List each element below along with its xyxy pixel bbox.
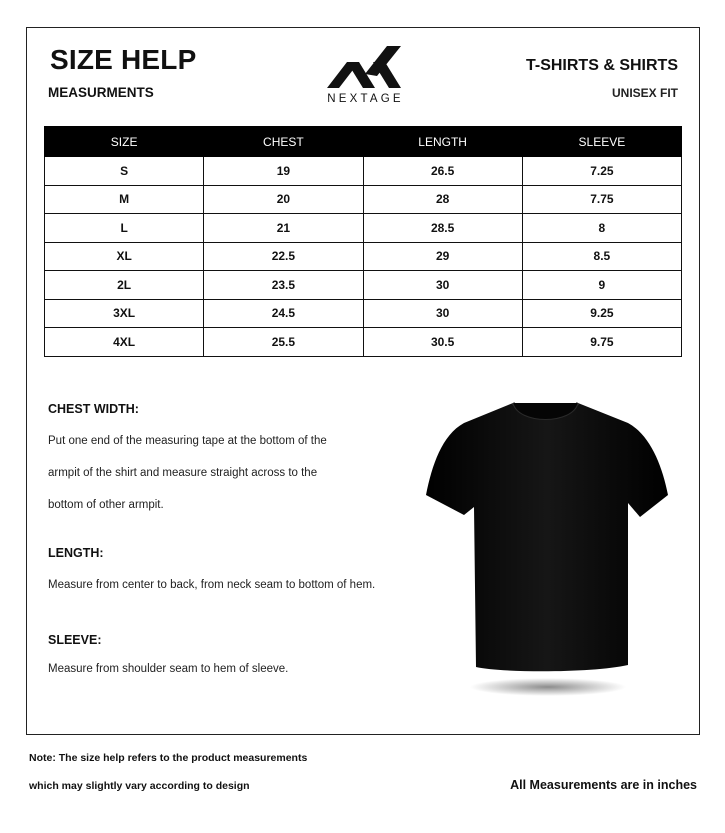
cell-chest: 24.5 (204, 299, 363, 328)
cell-chest: 22.5 (204, 242, 363, 271)
fit-label: UNISEX FIT (611, 86, 678, 100)
col-header-length: LENGTH (363, 127, 522, 157)
cell-chest: 19 (204, 157, 363, 186)
chest-instruction-line: armpit of the shirt and measure straight across to the (48, 467, 318, 479)
cell-size: 2L (45, 271, 204, 300)
chest-width-instructions (48, 425, 388, 521)
nextage-logo-icon (325, 44, 403, 90)
page-title: SIZE HELP (50, 44, 197, 75)
cell-sleeve: 8.5 (522, 242, 681, 271)
cell-chest: 23.5 (204, 271, 363, 300)
cell-sleeve: 9.75 (522, 328, 681, 357)
cell-size: XL (45, 242, 204, 271)
chest-instruction-line: Put one end of the measuring tape at the bottom of the (48, 435, 327, 447)
page-subtitle: MEASURMENTS (48, 85, 154, 100)
cell-chest: 20 (204, 185, 363, 214)
table-row (45, 157, 682, 186)
units-note: All Measurements are in inches (510, 778, 697, 792)
chest-instruction-line: bottom of other armpit. (48, 499, 164, 511)
sleeve-instructions: Measure from shoulder seam to hem of sleeve. (48, 663, 289, 675)
col-header-size: SIZE (45, 127, 204, 157)
table-row (45, 328, 682, 357)
cell-sleeve: 7.75 (522, 185, 681, 214)
cell-length: 30.5 (363, 328, 522, 357)
cell-size: M (45, 185, 204, 214)
brand-name: NEXTAGE (327, 93, 404, 105)
table-row (45, 214, 682, 243)
brand-logo (318, 44, 410, 112)
category-title: T-SHIRTS & SHIRTS (525, 57, 678, 74)
cell-length: 29 (363, 242, 522, 271)
cell-sleeve: 7.25 (522, 157, 681, 186)
sleeve-heading: SLEEVE: (48, 633, 102, 647)
col-header-sleeve: SLEEVE (522, 127, 681, 157)
size-table (44, 126, 682, 357)
table-row (45, 271, 682, 300)
cell-sleeve: 9.25 (522, 299, 681, 328)
cell-length: 30 (363, 271, 522, 300)
cell-chest: 21 (204, 214, 363, 243)
cell-length: 30 (363, 299, 522, 328)
cell-length: 26.5 (363, 157, 522, 186)
black-tshirt-icon (418, 395, 672, 705)
cell-sleeve: 9 (522, 271, 681, 300)
cell-length: 28 (363, 185, 522, 214)
footer-note-line: which may slightly vary according to design (29, 780, 250, 792)
table-header-row (45, 127, 682, 157)
table-row (45, 185, 682, 214)
cell-size: 4XL (45, 328, 204, 357)
cell-size: L (45, 214, 204, 243)
cell-size: 3XL (45, 299, 204, 328)
cell-chest: 25.5 (204, 328, 363, 357)
col-header-chest: CHEST (204, 127, 363, 157)
table-row (45, 242, 682, 271)
cell-sleeve: 8 (522, 214, 681, 243)
table-row (45, 299, 682, 328)
footer-note-line: Note: The size help refers to the product measurements (29, 752, 308, 764)
length-instructions: Measure from center to back, from neck seam to bottom of hem. (48, 579, 376, 591)
cell-size: S (45, 157, 204, 186)
length-heading: LENGTH: (48, 546, 104, 560)
chest-width-heading: CHEST WIDTH: (48, 402, 139, 416)
cell-length: 28.5 (363, 214, 522, 243)
